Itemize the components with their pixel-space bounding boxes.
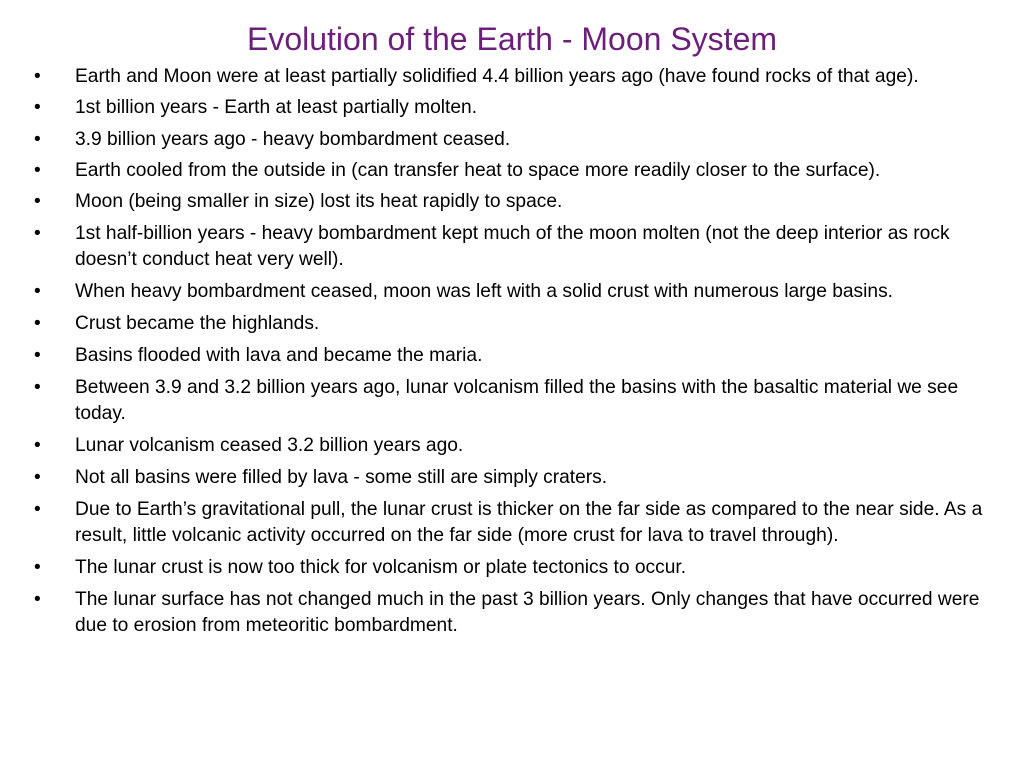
- bullet-text: Due to Earth’s gravitational pull, the lunar crust is thicker on the far side as compared to the near side. As a result, little volcanic activity occurred on the far side (more crust for lava to travel through).: [75, 499, 983, 546]
- bullet-icon: •: [34, 467, 41, 488]
- list-item: [0, 343, 1024, 369]
- bullet-text: The lunar crust is now too thick for volcanism or plate tectonics to occur.: [75, 557, 687, 578]
- list-item: [0, 375, 1024, 427]
- bullet-icon: •: [34, 281, 41, 302]
- list-item: [0, 127, 1024, 153]
- list-item: [0, 221, 1024, 273]
- list-item: [0, 189, 1024, 215]
- bullet-icon: •: [34, 129, 41, 150]
- bullet-text: 3.9 billion years ago - heavy bombardment ceased.: [75, 129, 511, 150]
- bullet-text: When heavy bombardment ceased, moon was left with a solid crust with numerous large basins.: [75, 281, 893, 302]
- list-item: [0, 65, 1024, 89]
- list-item: [0, 279, 1024, 305]
- bullet-icon: •: [34, 435, 41, 456]
- list-item: [0, 311, 1024, 337]
- bullet-text: Basins flooded with lava and became the maria.: [75, 345, 483, 366]
- bullet-icon: •: [34, 313, 41, 334]
- list-item: [0, 587, 1024, 639]
- slide-title: Evolution of the Earth - Moon System: [246, 21, 778, 57]
- bullet-icon: •: [34, 377, 41, 398]
- bullet-text: Not all basins were filled by lava - some still are simply craters.: [75, 467, 608, 488]
- bullet-text: Lunar volcanism ceased 3.2 billion years ago.: [75, 435, 464, 456]
- bullet-text: Earth and Moon were at least partially solidified 4.4 billion years ago (have found rocks of that age).: [75, 66, 919, 87]
- list-item: [0, 95, 1024, 121]
- bullet-icon: •: [34, 191, 41, 212]
- bullet-text: Crust became the highlands.: [75, 313, 320, 334]
- list-item: [0, 465, 1024, 491]
- list-item: [0, 159, 1024, 183]
- list-item: [0, 433, 1024, 459]
- bullet-icon: •: [34, 557, 41, 578]
- bullet-text: Earth cooled from the outside in (can transfer heat to space more readily closer to the surface).: [75, 160, 881, 181]
- bullet-text: 1st billion years - Earth at least partially molten.: [75, 97, 478, 118]
- bullet-text: The lunar surface has not changed much in the past 3 billion years. Only changes that have occurred were due to erosion from meteoritic bombardment.: [75, 589, 980, 636]
- bullet-icon: •: [34, 345, 41, 366]
- bullet-icon: •: [34, 160, 41, 181]
- bullet-icon: •: [34, 499, 41, 520]
- bullet-icon: •: [34, 223, 41, 244]
- bullet-text: 1st half-billion years - heavy bombardment kept much of the moon molten (not the deep interior as rock doesn’t conduct heat very well).: [75, 223, 950, 270]
- bullet-list: [0, 65, 1024, 645]
- bullet-text: Between 3.9 and 3.2 billion years ago, lunar volcanism filled the basins with the basaltic material we see today.: [75, 377, 959, 424]
- bullet-icon: •: [34, 589, 41, 610]
- list-item: [0, 497, 1024, 549]
- bullet-icon: •: [34, 66, 41, 87]
- bullet-icon: •: [34, 97, 41, 118]
- list-item: [0, 555, 1024, 581]
- bullet-text: Moon (being smaller in size) lost its heat rapidly to space.: [75, 191, 563, 212]
